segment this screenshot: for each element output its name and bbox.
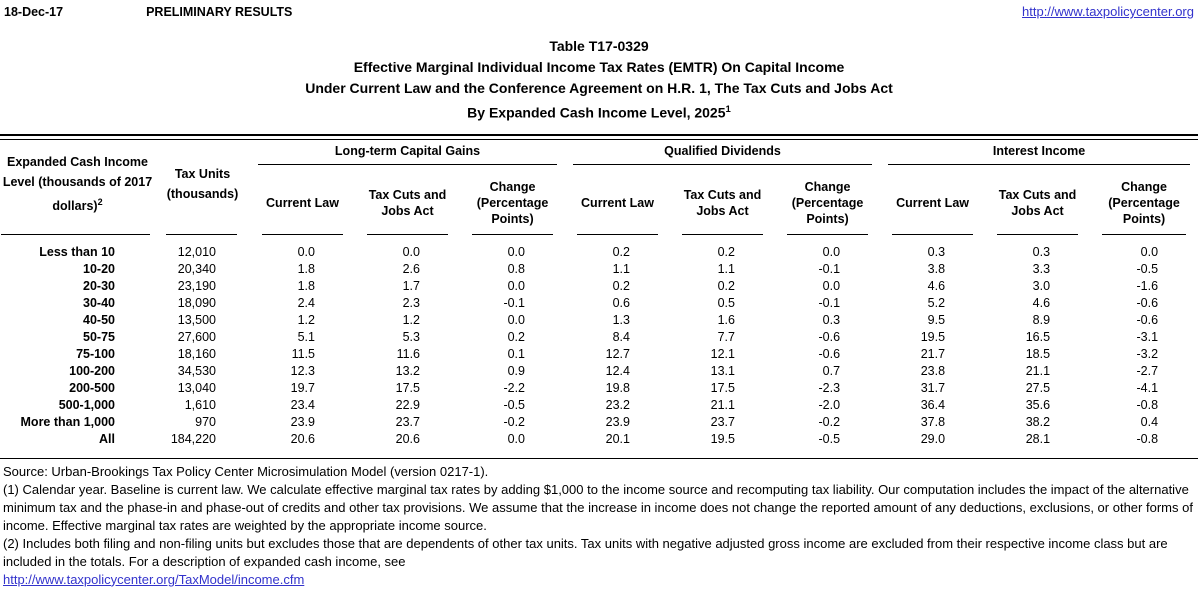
- header-underline: [787, 234, 868, 235]
- income-level-cell: 10-20: [83, 261, 115, 276]
- income-level-cell: 30-40: [83, 295, 115, 310]
- value-cell: 0.9: [507, 363, 525, 378]
- value-cell: -0.2: [503, 414, 525, 429]
- income-level-cell: 50-75: [83, 329, 115, 344]
- value-cell: 1.1: [612, 261, 630, 276]
- footnote-2: (2) Includes both filing and non-filing units but excludes those that are dependents of other tax units. Tax units with negative adjusted gross income are excluded from their respective income class but are included in the totals. For a description of expanded cash income, see: [3, 535, 1168, 569]
- value-cell: 2.3: [402, 295, 420, 310]
- value-cell: 17.5: [710, 380, 735, 395]
- table-row: [0, 414, 1198, 431]
- income-level-cell: 100-200: [69, 363, 115, 378]
- value-cell: -3.1: [1136, 329, 1159, 344]
- header-underline: [1, 234, 150, 235]
- subheader-text: Change (Percentage Points): [1108, 179, 1180, 226]
- subheader-interest-current-law: [880, 176, 985, 238]
- title-table-number: Table T17-0329: [549, 38, 649, 54]
- value-cell: 0.0: [822, 278, 841, 293]
- value-cell: 23.9: [605, 414, 630, 429]
- value-cell: 1.8: [297, 261, 315, 276]
- subheader-interest-change: [1090, 176, 1198, 238]
- title-subtitle: Under Current Law and the Conference Agreement on H.R. 1, The Tax Cuts and Jobs Act: [305, 80, 893, 96]
- subheader-text: Current Law: [581, 195, 654, 210]
- income-level-header-text: Expanded Cash Income Level (thousands of 2017 dollars): [2, 154, 153, 213]
- value-cell: -0.6: [1136, 295, 1159, 310]
- title-by-level: [0, 99, 1198, 124]
- value-cell: 3.0: [1032, 278, 1051, 293]
- value-cell: -0.6: [818, 329, 841, 344]
- subheader-ltcg-change: [460, 176, 565, 238]
- tax-units-column-header: [155, 140, 250, 238]
- table-row: [0, 363, 1198, 380]
- value-cell: 0.2: [717, 278, 735, 293]
- tax-units-cell: 184,220: [170, 431, 216, 446]
- source-note: Source: Urban-Brookings Tax Policy Center Microsimulation Model (version 0217-1).: [3, 463, 489, 479]
- value-cell: 0.2: [612, 278, 630, 293]
- emtr-table: [0, 140, 1198, 448]
- value-cell: -0.5: [1136, 261, 1159, 276]
- value-cell: 12.1: [710, 346, 735, 361]
- value-cell: 11.6: [396, 346, 420, 361]
- value-cell: 3.3: [1032, 261, 1051, 276]
- value-cell: -2.2: [503, 380, 525, 395]
- tax-units-cell: 13,040: [177, 380, 216, 395]
- expanded-cash-income-link[interactable]: http://www.taxpolicycenter.org/TaxModel/income.cfm: [3, 571, 305, 587]
- subheader-ltcg-current-law: [250, 176, 355, 238]
- income-level-cell: 500-1,000: [58, 397, 115, 412]
- footnotes: [0, 459, 1198, 589]
- tax-units-header-text: Tax Units (thousands): [166, 166, 239, 201]
- value-cell: 5.2: [927, 295, 946, 310]
- group-header-interest-income: [880, 140, 1198, 176]
- value-cell: -2.3: [818, 380, 841, 395]
- income-level-cell: 200-500: [69, 380, 115, 395]
- value-cell: 0.0: [507, 278, 525, 293]
- value-cell: 22.9: [395, 397, 420, 412]
- value-cell: 23.2: [605, 397, 630, 412]
- header-underline: [1102, 234, 1186, 235]
- value-cell: 0.2: [507, 329, 525, 344]
- group-header-long-term-capital-gains: [250, 140, 565, 176]
- value-cell: 19.8: [605, 380, 630, 395]
- value-cell: 1.6: [717, 312, 735, 327]
- value-cell: 0.7: [822, 363, 841, 378]
- value-cell: -0.5: [818, 431, 841, 446]
- footnote-link-line: [3, 571, 1194, 589]
- value-cell: 0.0: [297, 244, 315, 259]
- income-level-cell: 40-50: [83, 312, 115, 327]
- subheader-qd-change: [775, 176, 880, 238]
- value-cell: 20.6: [395, 431, 420, 446]
- value-cell: 23.4: [290, 397, 315, 412]
- value-cell: 0.0: [507, 244, 525, 259]
- value-cell: -0.5: [503, 397, 525, 412]
- value-cell: 4.6: [1032, 295, 1051, 310]
- table-title-block: [0, 36, 1198, 124]
- value-cell: 20.1: [605, 431, 630, 446]
- value-cell: 1.8: [297, 278, 315, 293]
- subheader-text: Tax Cuts and Jobs Act: [368, 187, 447, 218]
- value-cell: 0.5: [717, 295, 735, 310]
- value-cell: 12.4: [605, 363, 630, 378]
- value-cell: 21.7: [920, 346, 946, 361]
- value-cell: -0.2: [818, 414, 841, 429]
- income-level-footnote-marker: 2: [97, 196, 103, 207]
- tax-units-cell: 27,600: [177, 329, 216, 344]
- subheader-qd-current-law: [565, 176, 670, 238]
- value-cell: 1.1: [717, 261, 735, 276]
- value-cell: 1.7: [402, 278, 420, 293]
- table-row: [0, 261, 1198, 278]
- value-cell: 0.2: [612, 244, 630, 259]
- value-cell: 13.2: [395, 363, 420, 378]
- header-underline: [472, 234, 553, 235]
- value-cell: 38.2: [1025, 414, 1051, 429]
- table-row: [0, 238, 1198, 261]
- value-cell: 29.0: [920, 431, 946, 446]
- header-underline: [166, 234, 237, 235]
- subheader-qd-tax-cuts-jobs-act: [670, 176, 775, 238]
- value-cell: 0.3: [822, 312, 841, 327]
- tax-units-cell: 20,340: [177, 261, 216, 276]
- value-cell: 2.6: [402, 261, 420, 276]
- table-row: [0, 380, 1198, 397]
- value-cell: -0.1: [503, 295, 525, 310]
- table-row: [0, 312, 1198, 329]
- group-label: Long-term Capital Gains: [258, 144, 557, 165]
- tax-units-cell: 12,010: [177, 244, 216, 259]
- value-cell: 0.0: [1140, 244, 1159, 259]
- value-cell: 0.6: [612, 295, 630, 310]
- value-cell: 13.1: [710, 363, 735, 378]
- title-by-level-text: By Expanded Cash Income Level, 2025: [467, 104, 726, 121]
- value-cell: 5.3: [402, 329, 420, 344]
- header-underline: [577, 234, 658, 235]
- preliminary-results-label: PRELIMINARY RESULTS: [146, 5, 293, 19]
- tax-units-cell: 1,610: [184, 397, 216, 412]
- income-level-cell: All: [99, 431, 115, 446]
- value-cell: 0.0: [507, 431, 525, 446]
- subheader-ltcg-tax-cuts-jobs-act: [355, 176, 460, 238]
- income-level-cell: 75-100: [76, 346, 115, 361]
- income-level-cell: 20-30: [83, 278, 115, 293]
- value-cell: -3.2: [1136, 346, 1159, 361]
- value-cell: 19.5: [710, 431, 735, 446]
- value-cell: -0.6: [1136, 312, 1159, 327]
- table-body: [0, 238, 1198, 448]
- value-cell: 21.1: [710, 397, 735, 412]
- date-label: 18-Dec-17: [4, 5, 64, 19]
- table-row: [0, 431, 1198, 448]
- value-cell: 0.1: [507, 346, 525, 361]
- value-cell: -4.1: [1136, 380, 1159, 395]
- value-cell: 11.5: [291, 346, 315, 361]
- subheader-text: Tax Cuts and Jobs Act: [998, 187, 1077, 218]
- value-cell: 23.7: [710, 414, 735, 429]
- tax-units-cell: 13,500: [177, 312, 216, 327]
- value-cell: 21.1: [1025, 363, 1051, 378]
- table-row: [0, 346, 1198, 363]
- title-footnote-marker: 1: [725, 104, 731, 115]
- value-cell: 18.5: [1025, 346, 1051, 361]
- value-cell: 8.4: [612, 329, 630, 344]
- header-underline: [262, 234, 343, 235]
- header-underline: [367, 234, 448, 235]
- value-cell: 17.5: [395, 380, 420, 395]
- value-cell: 0.8: [507, 261, 525, 276]
- value-cell: 0.0: [402, 244, 420, 259]
- value-cell: 27.5: [1025, 380, 1051, 395]
- value-cell: 23.7: [395, 414, 420, 429]
- value-cell: 2.4: [297, 295, 315, 310]
- value-cell: 1.3: [612, 312, 630, 327]
- footnote-1: (1) Calendar year. Baseline is current law. We calculate effective marginal tax rates by adding $1,000 to the income source and recomputing tax liability. Our computation includes the impact of the alternative minimum tax and the phase-in and phase-out of credits and other tax provisions. We assume that the increase in income does not change the reported amount of any deductions, exclusions, or other forms of income. Effective marginal tax rates are weighted by the appropriate income source.: [3, 481, 1193, 533]
- taxpolicycenter-home-link[interactable]: http://www.taxpolicycenter.org: [1022, 4, 1194, 19]
- value-cell: 37.8: [920, 414, 946, 429]
- subheader-text: Current Law: [266, 195, 339, 210]
- value-cell: 3.8: [927, 261, 946, 276]
- tax-units-cell: 18,090: [177, 295, 216, 310]
- value-cell: 36.4: [920, 397, 946, 412]
- group-header-qualified-dividends: [565, 140, 880, 176]
- table-row: [0, 278, 1198, 295]
- table-row: [0, 397, 1198, 414]
- income-level-cell: Less than 10: [39, 244, 115, 259]
- value-cell: 4.6: [927, 278, 946, 293]
- value-cell: -2.7: [1136, 363, 1159, 378]
- value-cell: 9.5: [927, 312, 946, 327]
- tax-units-cell: 18,160: [177, 346, 216, 361]
- top-bar: [0, 0, 1198, 22]
- value-cell: 0.4: [1140, 414, 1159, 429]
- value-cell: -2.0: [818, 397, 841, 412]
- header-underline: [997, 234, 1078, 235]
- value-cell: 35.6: [1025, 397, 1051, 412]
- value-cell: 1.2: [297, 312, 315, 327]
- header-underline: [892, 234, 973, 235]
- value-cell: 1.2: [402, 312, 420, 327]
- subheader-text: Current Law: [896, 195, 969, 210]
- subheader-text: Tax Cuts and Jobs Act: [683, 187, 762, 218]
- value-cell: 16.5: [1025, 329, 1051, 344]
- value-cell: -1.6: [1136, 278, 1159, 293]
- value-cell: 19.7: [290, 380, 315, 395]
- value-cell: 20.6: [290, 431, 315, 446]
- value-cell: 7.7: [717, 329, 735, 344]
- value-cell: -0.1: [818, 295, 841, 310]
- value-cell: 0.0: [507, 312, 525, 327]
- value-cell: -0.8: [1136, 397, 1159, 412]
- value-cell: 23.9: [290, 414, 315, 429]
- value-cell: 0.2: [717, 244, 735, 259]
- value-cell: 0.3: [927, 244, 946, 259]
- subheader-text: Change (Percentage Points): [476, 179, 549, 226]
- value-cell: 12.7: [605, 346, 630, 361]
- value-cell: 0.3: [1032, 244, 1051, 259]
- income-level-column-header: [0, 140, 155, 238]
- header-underline: [682, 234, 763, 235]
- group-label: Qualified Dividends: [573, 144, 872, 165]
- value-cell: 0.0: [822, 244, 841, 259]
- table-row: [0, 295, 1198, 312]
- group-label: Interest Income: [888, 144, 1190, 165]
- value-cell: 8.9: [1032, 312, 1051, 327]
- group-header-row: [0, 140, 1198, 176]
- value-cell: 31.7: [920, 380, 946, 395]
- table-row: [0, 329, 1198, 346]
- value-cell: -0.8: [1136, 431, 1159, 446]
- value-cell: 5.1: [297, 329, 315, 344]
- value-cell: 19.5: [920, 329, 946, 344]
- subheader-interest-tax-cuts-jobs-act: [985, 176, 1090, 238]
- income-level-cell: More than 1,000: [20, 414, 115, 429]
- tax-units-cell: 34,530: [177, 363, 216, 378]
- value-cell: -0.6: [818, 346, 841, 361]
- title-main: Effective Marginal Individual Income Tax Rates (EMTR) On Capital Income: [353, 59, 845, 75]
- value-cell: 28.1: [1025, 431, 1051, 446]
- tax-units-cell: 23,190: [177, 278, 216, 293]
- value-cell: 12.3: [290, 363, 315, 378]
- table-header: [0, 140, 1198, 238]
- subheader-text: Change (Percentage Points): [791, 179, 864, 226]
- value-cell: -0.1: [818, 261, 841, 276]
- value-cell: 23.8: [920, 363, 946, 378]
- tax-units-cell: 970: [195, 414, 216, 429]
